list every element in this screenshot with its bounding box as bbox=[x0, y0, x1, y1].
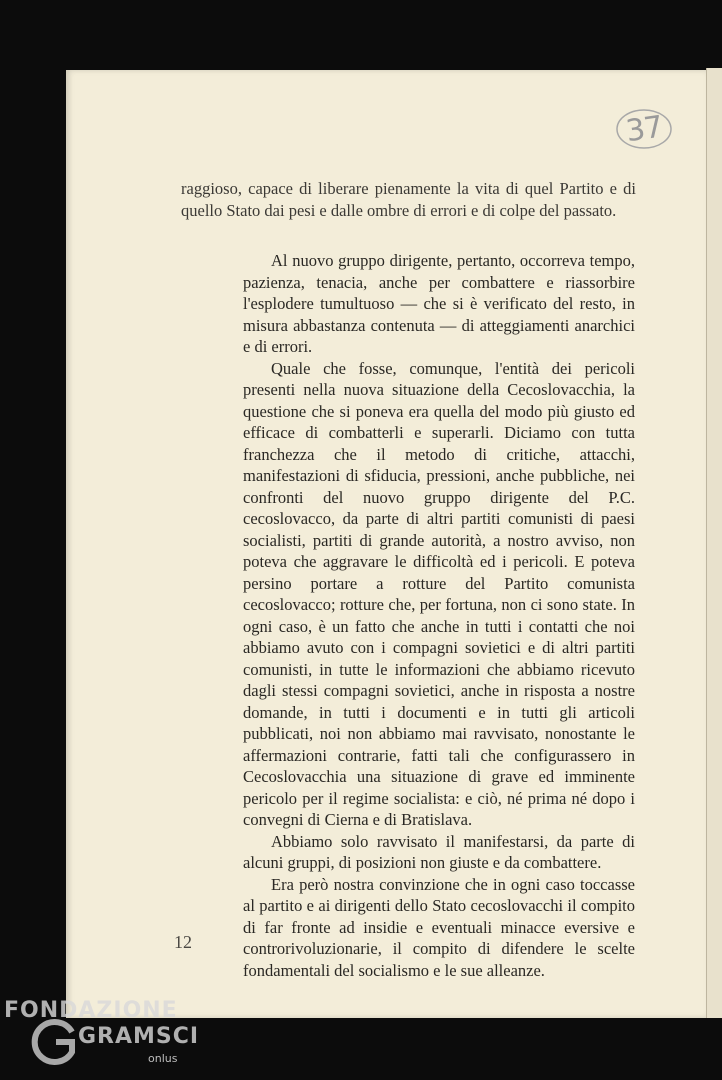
paragraph-3: Abbiamo solo ravvisato il manifestarsi, da parte di alcuni gruppi, di posizioni non giuste e da combattere. bbox=[243, 831, 635, 872]
watermark-sub: onlus bbox=[148, 1052, 178, 1065]
watermark-line1: FONDAZIONE bbox=[4, 998, 178, 1023]
main-text bbox=[243, 250, 635, 981]
gramsci-logo-icon bbox=[26, 1014, 82, 1070]
paragraph-2: Quale che fosse, comunque, l'entità dei pericoli presenti nella nuova situazione della Cecoslovacchia, la questione che si poneva era quella del modo più giusto ed efficace di combatterli e superarli. Diciamo con tutta franchezza che il metodo di critiche, attacchi, manifestazioni di sfiducia, pressioni, anche pubbliche, nei confronti del nuovo gruppo dirigente del P.C. cecoslovacco, da parte di altri partiti comunisti di paesi socialisti, partiti di grande autorità, a nostro avviso, non poteva che aggravare le difficoltà ed i pericoli. E poteva persino portare a rotture del Partito comunista cecoslovacco; rotture che, per fortuna, non ci sono state. In ogni caso, è un fatto che anche in tutti i contatti che noi abbiamo avuto con i compagni sovietici e di altri partiti comunisti, in tutte le informazioni che abbiamo ricevuto dagli stessi compagni sovietici, anche in risposta a nostre domande, in tutti i documenti e in tutti gli articoli pubblicati, noi non abbiamo mai ravvisato, nonostante le affermazioni contrarie, fatti tali che configurassero in Cecoslovacchia una situazione di grave ed imminente pericolo per il regime socialista: e ciò, né prima né dopo i convegni di Cierna e di Bratislava. bbox=[243, 358, 635, 829]
paragraph-4: Era però nostra convinzione che in ogni caso toccasse al partito e ai dirigenti dello Stato cecoslovacchi il compito di far fronte ad insidie e eventuali minacce eversive e controrivoluzionarie, il compito di difendere le scelte fondamentali del socialismo e le sue alleanze. bbox=[243, 874, 635, 980]
page-edge bbox=[706, 68, 722, 1018]
stamp-number: 37 bbox=[623, 109, 665, 149]
continuation-paragraph: raggioso, capace di liberare pienamente la vita di quel Partito e di quello Stato dai pesi e dalle ombre di errori e di colpe del passato. bbox=[181, 179, 636, 220]
paragraph-1: Al nuovo gruppo dirigente, pertanto, occorreva tempo, pazienza, tenacia, anche per combattere e riassorbire l'esplodere tumultuoso — che si è verificato del resto, in misura abbastanza contenuta — di atteggiamenti anarchici e di errori. bbox=[243, 251, 635, 356]
archive-watermark bbox=[0, 996, 200, 1080]
handwritten-page-stamp bbox=[615, 108, 673, 150]
page-number: 12 bbox=[174, 932, 192, 952]
watermark-line2: GRAMSCI bbox=[78, 1024, 200, 1049]
book-page bbox=[66, 70, 706, 1018]
